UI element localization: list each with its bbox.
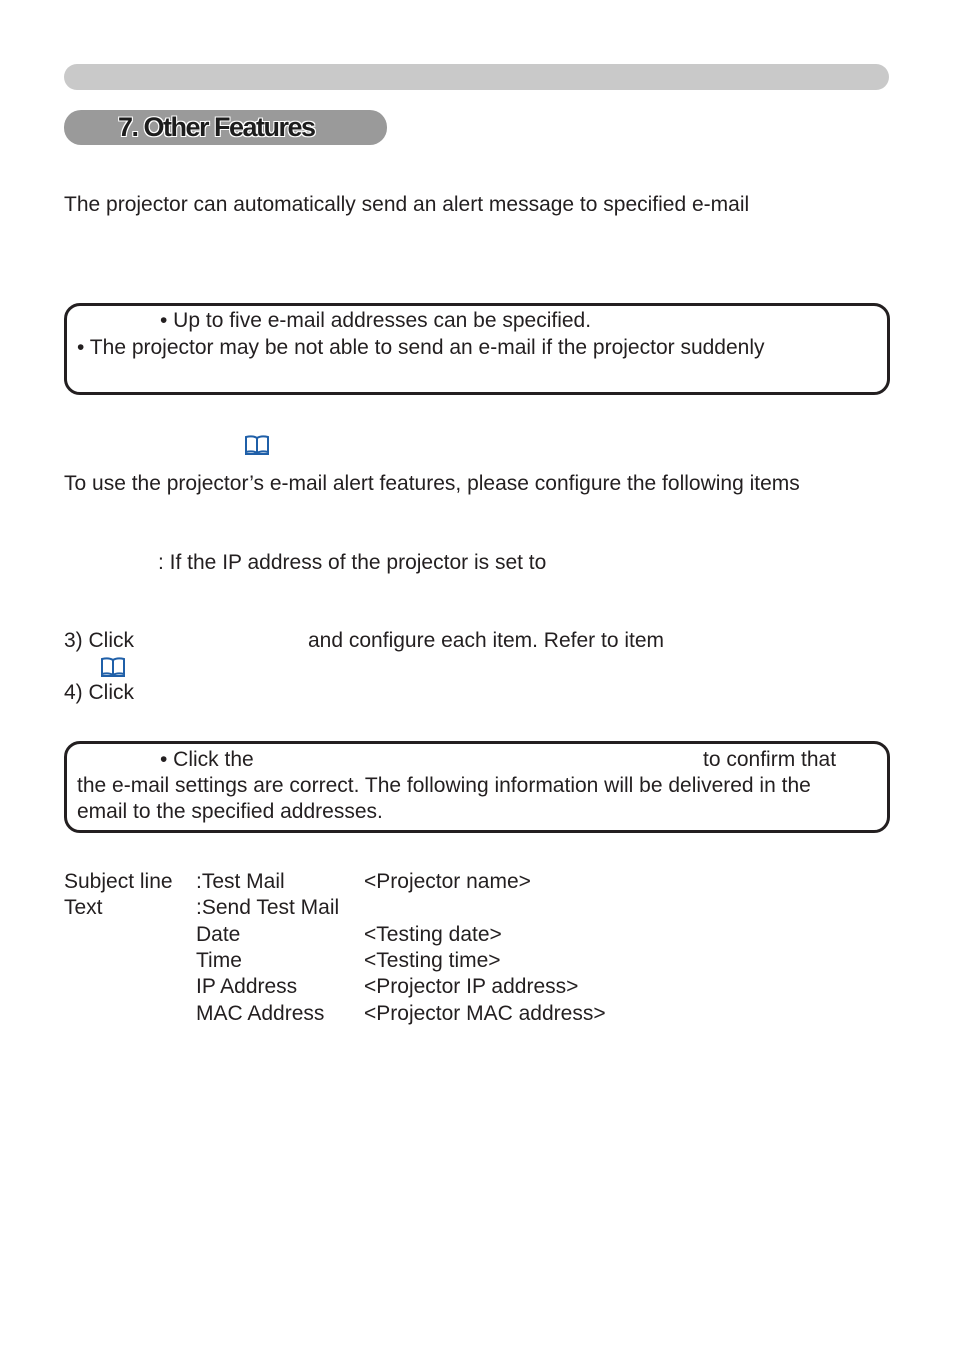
mail-value: <Testing date> <box>364 923 502 946</box>
note-line: to confirm that <box>703 748 837 771</box>
ip-note: : If the IP address of the projector is set to <box>158 551 547 574</box>
section-title: 7. Other Features <box>118 112 315 142</box>
mail-field: Date <box>196 923 241 946</box>
intro-text: The projector can automatically send an alert message to specified e-mail <box>64 193 750 216</box>
step-4-prefix: 4) Click <box>64 681 135 704</box>
book-icon[interactable] <box>244 434 270 461</box>
mail-value: <Projector name> <box>364 870 531 893</box>
mail-value: <Projector IP address> <box>364 975 579 998</box>
mail-field: :Test Mail <box>196 870 285 893</box>
note-line: • The projector may be not able to send an e-mail if the projector suddenly <box>77 336 765 359</box>
mail-field: :Send Test Mail <box>196 896 340 919</box>
header-bar <box>64 64 889 90</box>
note-line: • Click the <box>160 748 254 771</box>
mail-value: <Testing time> <box>364 949 501 972</box>
mail-field: Time <box>196 949 242 972</box>
setup-text: To use the projector’s e-mail alert features, please configure the following items <box>64 472 800 495</box>
mail-value: <Projector MAC address> <box>364 1002 606 1025</box>
note-line: • Up to five e-mail addresses can be specified. <box>160 309 592 332</box>
note-line: email to the specified addresses. <box>77 800 383 823</box>
note-line: the e-mail settings are correct. The following information will be delivered in the <box>77 774 811 797</box>
mail-label: Subject line <box>64 870 173 893</box>
mail-label: Text <box>64 896 103 919</box>
mail-field: MAC Address <box>196 1002 325 1025</box>
step-3-suffix: and configure each item. Refer to item <box>308 629 665 652</box>
step-3-prefix: 3) Click <box>64 629 135 652</box>
book-icon[interactable] <box>100 656 126 683</box>
mail-field: IP Address <box>196 975 298 998</box>
